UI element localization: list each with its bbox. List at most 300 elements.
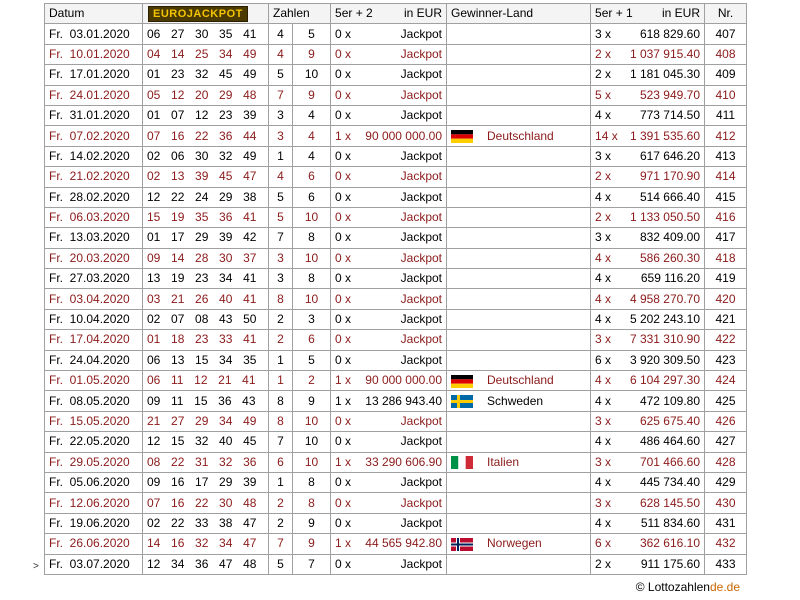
tier1-cell [591,187,705,207]
euro-number-2: 8 [293,228,331,248]
tier1-amount: 7 331 310.90 [629,332,701,347]
tier1-count: 3 x [595,414,612,428]
tier1-amount: 659 116.20 [640,271,701,286]
draw-number: 423 [705,350,747,370]
euro-number-1: 1 [269,146,293,166]
tier2-count: 0 x [335,291,352,306]
tier2-count: 1 x [335,454,352,469]
tier1-count: 4 x [595,250,612,265]
tier2-count: 0 x [335,312,352,327]
tier2-count: 0 x [335,169,352,184]
tier1-amount: 3 920 309.50 [629,352,701,367]
draw-day: Fr. [49,556,63,571]
winner-country-cell [447,309,591,329]
winner-country-cell [447,24,591,44]
tier2-cell [331,248,447,268]
draw-day: Fr. [49,87,63,102]
tier1-count: 2 x [595,169,612,184]
header-nr: Nr. [705,4,747,24]
draw-number: 418 [705,248,747,268]
euro-number-2: 5 [293,24,331,44]
tier1-count: 4 x [595,271,612,286]
winner-country-cell [447,105,591,125]
draw-day: Fr. [49,393,63,408]
winner-country-cell [447,411,591,431]
euro-number-1: 6 [269,452,293,472]
table-row [45,371,747,391]
draw-date: 03.04.2020 [69,291,130,306]
winner-country-cell [447,350,591,370]
tier1-amount: 5 202 243.10 [629,312,701,327]
winner-country-cell [447,554,591,574]
main-numbers: 12 34 36 47 48 [143,554,269,574]
tier1-cell [591,330,705,350]
tier1-count: 6 x [595,536,612,551]
main-numbers: 08 22 31 32 36 [143,452,269,472]
draw-day: Fr. [49,475,63,490]
tier2-amount: Jackpot [400,352,443,367]
tier2-amount: 44 565 942.80 [365,536,443,551]
draw-date-cell [45,187,143,207]
tier1-cell [591,126,705,146]
tier2-count: 0 x [335,67,352,82]
draw-number: 410 [705,85,747,105]
table-row [45,248,747,268]
draw-date-cell [45,248,143,268]
tier1-count: 3 x [595,454,612,469]
main-numbers: 01 17 29 39 42 [143,228,269,248]
draw-day: Fr. [49,67,63,82]
tier2-amount: 90 000 000.00 [365,128,443,143]
draw-number: 407 [705,24,747,44]
tier2-amount: Jackpot [400,434,443,449]
eurojackpot-logo: EUROJACKPOT [148,6,248,22]
tier1-count: 4 x [595,291,612,306]
euro-number-1: 3 [269,248,293,268]
draw-number: 415 [705,187,747,207]
euro-number-1: 7 [269,228,293,248]
draw-day: Fr. [49,454,63,469]
tier1-count: 4 x [595,189,612,204]
tier1-count: 14 x [595,128,618,143]
tier1-cell [591,248,705,268]
tier1-cell [591,371,705,391]
tier1-cell [591,411,705,431]
draw-day: Fr. [49,148,63,163]
tier2-cell [331,371,447,391]
winner-country-cell [447,85,591,105]
tier2-amount: Jackpot [400,67,443,82]
winner-country-cell [447,146,591,166]
draw-number: 430 [705,493,747,513]
tier1-amount: 1 037 915.40 [629,46,701,61]
tier2-amount: Jackpot [400,108,443,123]
tier1-cell [591,350,705,370]
table-row [45,534,747,554]
main-numbers: 02 13 39 45 47 [143,167,269,187]
tier2-cell [331,472,447,492]
table-row [45,330,747,350]
main-numbers: 01 07 12 23 39 [143,105,269,125]
draw-date: 28.02.2020 [69,189,130,204]
tier1-amount: 617 646.20 [639,148,701,163]
tier1-amount: 472 109.80 [639,393,701,408]
tier2-amount: 13 286 943.40 [365,393,443,408]
draw-date-cell [45,350,143,370]
draw-date: 10.01.2020 [69,46,130,61]
table-row [45,126,747,146]
tier1-count: 4 x [595,108,612,123]
euro-number-1: 8 [269,411,293,431]
tier2-count: 0 x [335,108,352,123]
euro-number-1: 2 [269,513,293,533]
table-row [45,146,747,166]
tier2-cell [331,269,447,289]
tier1-amount: 1 181 045.30 [629,67,701,82]
table-row [45,228,747,248]
euro-number-2: 4 [293,146,331,166]
tier2-amount: Jackpot [400,169,443,184]
tier2-cell [331,228,447,248]
tier2-count: 0 x [335,46,352,61]
tier2-count: 0 x [335,414,352,428]
tier1-cell [591,554,705,574]
tier1-count: 2 x [595,46,612,61]
draw-day: Fr. [49,169,63,184]
header-numbers [143,4,269,24]
euro-number-2: 6 [293,167,331,187]
tier1-amount: 971 170.90 [639,169,701,184]
draw-day: Fr. [49,515,63,530]
draw-date: 21.02.2020 [69,169,130,184]
draw-date: 17.04.2020 [69,332,130,347]
tier2-count: 0 x [335,434,352,449]
tier1-cell [591,391,705,411]
tier1-count: 3 x [595,148,612,163]
tier1-amount: 1 391 535.60 [629,128,701,143]
euro-number-1: 7 [269,534,293,554]
winner-country-cell [447,269,591,289]
euro-number-2: 9 [293,391,331,411]
tier2-amount: Jackpot [400,312,443,327]
draw-day: Fr. [49,434,63,449]
main-numbers: 06 27 30 35 41 [143,24,269,44]
main-numbers: 21 27 29 34 49 [143,411,269,431]
tier1-amount: 773 714.50 [639,108,701,123]
main-numbers: 09 16 17 29 39 [143,472,269,492]
tier2-amount: Jackpot [400,148,443,163]
tier2-amount: Jackpot [400,556,443,571]
draw-date: 20.03.2020 [69,250,130,265]
draw-date-cell [45,44,143,64]
draw-date: 07.02.2020 [69,128,130,143]
tier1-count: 4 x [595,515,612,530]
tier1-amount: 618 829.60 [639,26,701,41]
draw-date-cell [45,65,143,85]
euro-number-1: 8 [269,391,293,411]
tier2-cell [331,44,447,64]
table-row [45,289,747,309]
tier2-amount: Jackpot [400,210,443,225]
draw-date: 03.07.2020 [69,556,130,571]
euro-number-2: 8 [293,472,331,492]
tier1-amount: 6 104 297.30 [629,373,701,388]
draw-number: 417 [705,228,747,248]
draw-day: Fr. [49,536,63,551]
winner-country-cell [447,187,591,207]
table-row [45,167,747,187]
tier1-cell [591,207,705,227]
draw-number: 425 [705,391,747,411]
tier2-cell [331,309,447,329]
table-row [45,513,747,533]
main-numbers: 07 16 22 30 48 [143,493,269,513]
euro-number-2: 4 [293,126,331,146]
tier2-amount: Jackpot [400,414,443,428]
tier2-amount: Jackpot [400,87,443,102]
winner-country: Deutschland [487,373,554,388]
draw-date: 03.01.2020 [69,26,130,41]
tier1-cell [591,513,705,533]
draw-date-cell [45,228,143,248]
winner-country-cell [447,513,591,533]
main-numbers: 12 15 32 40 45 [143,432,269,452]
tier1-count: 3 x [595,230,612,245]
tier1-amount: 625 675.40 [639,414,701,428]
tier1-count: 4 x [595,312,612,327]
winner-country-cell [447,391,591,411]
tier1-count: 5 x [595,87,612,102]
draw-date-cell [45,554,143,574]
draw-date: 26.06.2020 [69,536,130,551]
tier2-amount: Jackpot [400,46,443,61]
euro-number-2: 10 [293,432,331,452]
euro-number-2: 8 [293,269,331,289]
draw-day: Fr. [49,210,63,225]
tier1-count: 2 x [595,67,612,82]
euro-number-1: 3 [269,126,293,146]
tier1-cell [591,493,705,513]
draw-date: 19.06.2020 [69,515,130,530]
tier2-cell [331,207,447,227]
tier1-amount: 586 260.30 [639,250,701,265]
euro-number-2: 5 [293,350,331,370]
euro-number-2: 10 [293,289,331,309]
draw-date: 10.04.2020 [69,312,130,327]
main-numbers: 01 23 32 45 49 [143,65,269,85]
draw-number: 426 [705,411,747,431]
tier1-cell [591,432,705,452]
draw-number: 412 [705,126,747,146]
tier1-cell [591,65,705,85]
main-numbers: 15 19 35 36 41 [143,207,269,227]
header-euro-numbers: Zahlen [269,4,331,24]
draw-number: 408 [705,44,747,64]
flag-de-icon [451,375,473,388]
euro-number-1: 2 [269,330,293,350]
flag-de-icon [451,130,473,143]
draw-date: 12.06.2020 [69,495,130,510]
draw-date-cell [45,432,143,452]
draw-date-cell [45,330,143,350]
table-row [45,105,747,125]
draw-day: Fr. [49,108,63,123]
tier2-cell [331,85,447,105]
draw-date: 05.06.2020 [69,475,130,490]
copyright-notice[interactable] [636,580,740,594]
tier1-amount: 362 616.10 [639,536,701,551]
draw-date: 27.03.2020 [69,271,130,286]
tier2-cell [331,350,447,370]
header-tier1-label: 5er + 1 [595,6,633,21]
tier2-count: 1 x [335,536,352,551]
draw-date-cell [45,309,143,329]
winner-country-cell [447,330,591,350]
draw-date-cell [45,391,143,411]
euro-number-2: 10 [293,248,331,268]
tier2-count: 0 x [335,87,352,102]
main-numbers: 09 14 28 30 37 [143,248,269,268]
tier2-cell [331,534,447,554]
draw-date: 24.01.2020 [69,87,130,102]
tier1-count: 3 x [595,26,612,41]
main-numbers: 06 13 15 34 35 [143,350,269,370]
tier2-count: 0 x [335,271,352,286]
table-row [45,187,747,207]
draw-number: 432 [705,534,747,554]
draw-number: 429 [705,472,747,492]
tier2-count: 1 x [335,373,352,388]
winner-country-cell [447,289,591,309]
euro-number-2: 9 [293,44,331,64]
draw-number: 431 [705,513,747,533]
tier2-cell [331,493,447,513]
tier2-cell [331,554,447,574]
draw-day: Fr. [49,495,63,510]
tier2-count: 1 x [335,393,352,408]
tier2-count: 0 x [335,250,352,265]
table-row [45,432,747,452]
winner-country-cell [447,167,591,187]
draw-date: 15.05.2020 [69,414,130,428]
tier2-count: 0 x [335,189,352,204]
table-row [45,452,747,472]
draw-date-cell [45,472,143,492]
tier1-cell [591,452,705,472]
current-row-marker: > [33,561,39,572]
draw-day: Fr. [49,271,63,286]
tier1-amount: 628 145.50 [639,495,701,510]
draw-day: Fr. [49,230,63,245]
results-table [44,3,747,575]
table-row [45,493,747,513]
euro-number-2: 10 [293,65,331,85]
winner-country-cell [447,126,591,146]
table-row [45,207,747,227]
tier1-cell [591,167,705,187]
tier2-amount: Jackpot [400,230,443,245]
tier1-count: 6 x [595,352,612,367]
tier2-cell [331,411,447,431]
euro-number-1: 5 [269,207,293,227]
tier1-cell [591,85,705,105]
draw-date-cell [45,269,143,289]
winner-country-cell [447,207,591,227]
tier1-amount: 4 958 270.70 [629,291,701,306]
flag-it-icon [451,456,473,469]
draw-date-cell [45,85,143,105]
tier1-count: 3 x [595,495,612,510]
euro-number-2: 8 [293,493,331,513]
winner-country: Deutschland [487,128,554,143]
header-tier2 [331,4,447,24]
draw-number: 428 [705,452,747,472]
main-numbers: 12 22 24 29 38 [143,187,269,207]
table-row [45,309,747,329]
tier2-cell [331,289,447,309]
draw-date: 06.03.2020 [69,210,130,225]
euro-number-1: 2 [269,309,293,329]
euro-number-1: 4 [269,24,293,44]
draw-date: 14.02.2020 [69,148,130,163]
header-row [45,4,747,24]
draw-day: Fr. [49,189,63,204]
tier2-count: 0 x [335,26,352,41]
draw-day: Fr. [49,128,63,143]
euro-number-2: 2 [293,371,331,391]
draw-number: 427 [705,432,747,452]
euro-number-1: 2 [269,493,293,513]
winner-country-cell [447,432,591,452]
header-tier1 [591,4,705,24]
tier2-count: 0 x [335,332,352,347]
tier1-amount: 832 409.00 [639,230,701,245]
tier1-count: 4 x [595,393,612,408]
tier2-amount: Jackpot [400,332,443,347]
draw-day: Fr. [49,250,63,265]
draw-number: 420 [705,289,747,309]
draw-day: Fr. [49,332,63,347]
draw-day: Fr. [49,312,63,327]
draw-number: 416 [705,207,747,227]
draw-number: 424 [705,371,747,391]
tier1-count: 2 x [595,210,612,225]
tier2-cell [331,65,447,85]
euro-number-1: 1 [269,350,293,370]
euro-number-2: 9 [293,85,331,105]
winner-country-cell [447,228,591,248]
table-row [45,269,747,289]
euro-number-1: 5 [269,65,293,85]
draw-day: Fr. [49,352,63,367]
draw-number: 409 [705,65,747,85]
tier2-amount: Jackpot [400,515,443,530]
tier1-count: 3 x [595,332,612,347]
euro-number-1: 7 [269,432,293,452]
header-date: Datum [45,4,143,24]
tier2-cell [331,452,447,472]
draw-date: 22.05.2020 [69,434,130,449]
main-numbers: 05 12 20 29 48 [143,85,269,105]
tier2-amount: Jackpot [400,271,443,286]
flag-no-icon [451,538,473,551]
tier2-cell [331,126,447,146]
tier2-count: 0 x [335,210,352,225]
tier2-cell [331,105,447,125]
tier2-amount: 90 000 000.00 [365,373,443,388]
draw-number: 411 [705,105,747,125]
tier2-count: 0 x [335,495,352,510]
